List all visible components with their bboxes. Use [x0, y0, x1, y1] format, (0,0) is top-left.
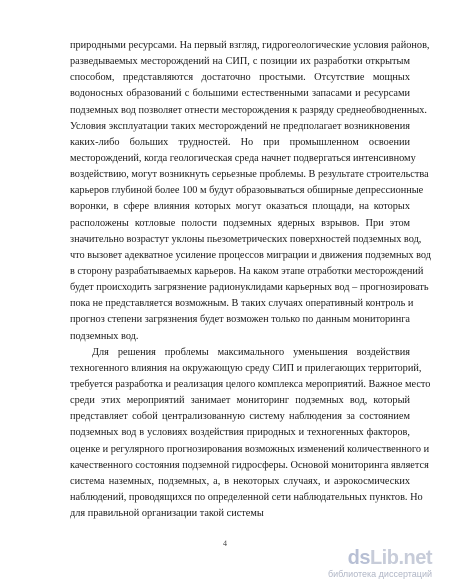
text-line: природными ресурсами. На первый взгляд, гидрогеологические условия районов, — [70, 40, 430, 51]
text-line: в сторону разрабатываемых карьеров. На каком этапе отработки месторождений — [70, 265, 424, 277]
text-line: для правильной организации такой системы — [70, 508, 264, 520]
text-line: Условия эксплуатации таких месторождений не предполагает возникновения — [70, 120, 410, 132]
text-line: разведываемых месторождений на СИП, с позиции их разработки открытым — [70, 56, 410, 68]
text-line: Для решения проблемы максимального уменьшения воздействия — [92, 346, 410, 358]
text-line: требуется разработка и реализация целого комплекса мероприятий. Важное место — [70, 378, 431, 390]
text-line: водоносных образований с большими естественными запасами и ресурсами — [70, 88, 410, 100]
body-text — [70, 38, 432, 522]
text-line: пока не представляется возможным. В таких случаях оперативный контроль и — [70, 298, 414, 310]
page-number: 4 — [223, 539, 227, 548]
text-line: воздействию, могут возникнуть серьезные проблемы. В результате строительства — [70, 169, 429, 181]
text-line: подземных вод. — [70, 330, 139, 342]
text-line: значительно возрастут уклоны пьезометрических поверхностей подземных вод, — [70, 233, 422, 245]
text-line: подземных вод позволяет отнести месторождения к разряду среднеобводненных. — [70, 104, 427, 116]
watermark — [312, 548, 432, 578]
text-line: качественного состояния подземной гидросферы. Основой мониторинга является — [70, 459, 429, 471]
watermark-logo — [348, 548, 432, 568]
text-line: представляет собой централизованную систему наблюдения за состоянием — [70, 411, 410, 423]
text-line: прогноз степени загрязнения будет возможен только по данным мониторинга — [70, 314, 410, 326]
text-line: система наземных, подземных, а, в некоторых случаях, и аэрокосмических — [70, 475, 410, 487]
text-line: способом, представляются достаточно простыми. Отсутствие мощных — [70, 72, 410, 84]
text-line: наблюдений, проводящихся по определенной сети наблюдательных пунктов. Но — [70, 491, 423, 503]
text-line: что вызовет адекватное усиление процессов миграции и движения подземных вод — [70, 249, 432, 261]
watermark-caption: библиотека диссертаций — [327, 569, 432, 579]
text-line: каких-либо больших трудностей. Но при промышленном освоении — [70, 136, 410, 148]
watermark-logo-prefix: ds — [347, 547, 370, 569]
text-line: воронки, в сфере влияния которых могут оказаться площади, на которых — [70, 201, 410, 213]
text-line: карьеров глубиной более 100 м будут образовываться обширные депрессионные — [70, 185, 424, 197]
text-line: подземных вод в условиях воздействия природных и техногенных факторов, — [70, 427, 410, 439]
text-line: техногенного влияния на окружающую среду СИП и прилегающих территорий, — [70, 362, 422, 374]
text-line: будет происходить загрязнение радионуклидами карьерных вод – прогнозировать — [70, 282, 429, 294]
watermark-logo-suffix: Lib.net — [369, 547, 432, 569]
text-line: оценке и регулярного прогнозирования возможных изменений количественного и — [70, 443, 430, 455]
text-line: среди этих мероприятий занимает мониторинг подземных вод, который — [70, 395, 410, 407]
text-line: расположены котловые полости подземных ядерных взрывов. При этом — [70, 217, 410, 229]
text-line: месторождений, когда геологическая среда начнет подвергаться интенсивному — [70, 152, 416, 164]
